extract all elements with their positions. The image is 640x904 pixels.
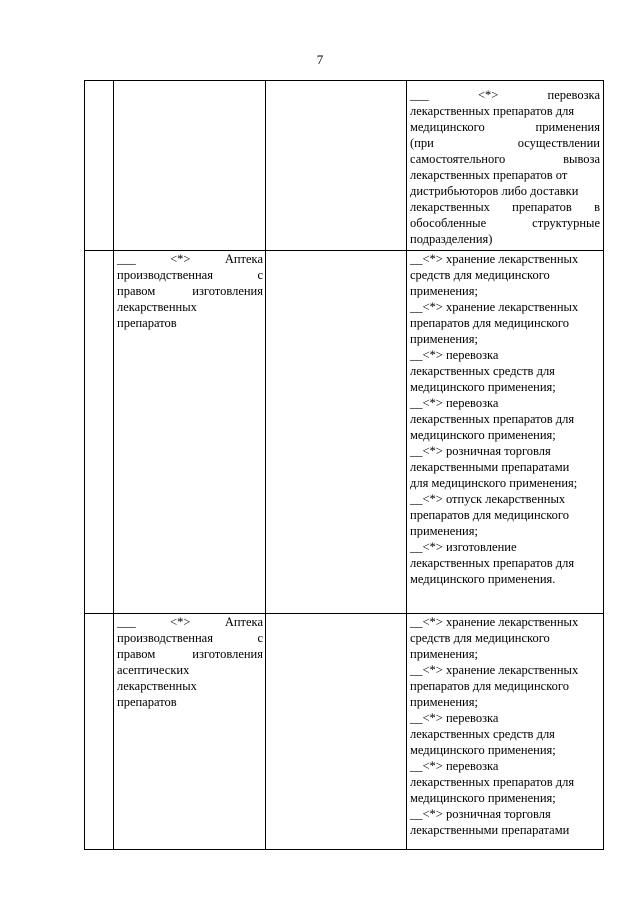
activity-line: дистрибьюторов либо доставки	[410, 184, 579, 198]
organization-type-line: препаратов	[117, 695, 177, 709]
activity-line: медицинского применения;	[410, 380, 556, 394]
activity-line: __<*> перевозка	[410, 348, 499, 362]
activity-line: лекарственных препаратов в	[410, 200, 600, 214]
activity-line: __<*> розничная торговля	[410, 444, 551, 458]
activity-line: лекарственных средств для	[410, 364, 555, 378]
activity-line: __<*> изготовление	[410, 540, 517, 554]
activities-cell	[407, 251, 604, 614]
activity-line: __<*> хранение лекарственных	[410, 252, 579, 266]
activity-line: медицинского применения	[410, 120, 600, 134]
activity-line: препаратов для медицинского	[410, 316, 569, 330]
activity-line: препаратов для медицинского	[410, 679, 569, 693]
activity-line: медицинского применения;	[410, 428, 556, 442]
table-row	[85, 614, 604, 850]
activity-line: __<*> хранение лекарственных	[410, 615, 579, 629]
activity-line: применения;	[410, 524, 478, 538]
activity-line: медицинского применения.	[410, 572, 556, 586]
activities-cell	[407, 614, 604, 850]
activity-line: лекарственных препаратов от	[410, 168, 568, 182]
organization-type-line: ___ <*> Аптека	[117, 252, 263, 266]
activity-line: __<*> отпуск лекарственных	[410, 492, 566, 506]
activity-line: (при осуществлении	[410, 136, 600, 150]
activity-line: __<*> хранение лекарственных	[410, 663, 579, 677]
activity-line: ___ <*> перевозка	[410, 88, 600, 102]
activity-line: медицинского применения;	[410, 743, 556, 757]
organization-type-line: правом изготовления	[117, 284, 263, 298]
table-row	[85, 81, 604, 251]
activity-line: лекарственными препаратами	[410, 460, 570, 474]
organization-type-line: асептических	[117, 663, 190, 677]
organization-type-line: правом изготовления	[117, 647, 263, 661]
activity-line: лекарственных препаратов для	[410, 412, 575, 426]
row-index-cell	[85, 251, 114, 614]
activity-line: __<*> хранение лекарственных	[410, 300, 579, 314]
organization-type-line: лекарственных	[117, 300, 197, 314]
document-table	[84, 80, 604, 850]
activity-line: лекарственных препаратов для	[410, 556, 575, 570]
activities-list	[410, 251, 600, 587]
table-row	[85, 251, 604, 614]
activity-line: лекарственными препаратами	[410, 823, 570, 837]
organization-type-cell	[114, 81, 266, 251]
organization-type-line: производственная с	[117, 268, 263, 282]
activity-line: лекарственных препаратов для	[410, 775, 575, 789]
page-number: 7	[316, 52, 324, 67]
column-3-cell	[266, 81, 407, 251]
row-index-cell	[85, 614, 114, 850]
activity-line: для медицинского применения;	[410, 476, 578, 490]
organization-type-cell	[114, 614, 266, 850]
activities-list	[410, 87, 600, 247]
activity-line: самостоятельного вывоза	[410, 152, 600, 166]
activity-line: __<*> перевозка	[410, 396, 499, 410]
activity-line: применения;	[410, 332, 478, 346]
activity-line: медицинского применения;	[410, 791, 556, 805]
activity-line: применения;	[410, 695, 478, 709]
organization-type-line: производственная с	[117, 631, 263, 645]
organization-type-line: препаратов	[117, 316, 177, 330]
activity-line: препаратов для медицинского	[410, 508, 569, 522]
column-3-cell	[266, 251, 407, 614]
activity-line: лекарственных препаратов для	[410, 104, 575, 118]
activity-line: средств для медицинского	[410, 268, 550, 282]
activity-line: средств для медицинского	[410, 631, 550, 645]
organization-type-line: лекарственных	[117, 679, 197, 693]
activity-line: применения;	[410, 647, 478, 661]
organization-type-cell	[114, 251, 266, 614]
activity-line: __<*> розничная торговля	[410, 807, 551, 821]
organization-type-text	[117, 614, 262, 710]
activities-list	[410, 614, 600, 838]
activities-cell	[407, 81, 604, 251]
column-3-cell	[266, 614, 407, 850]
organization-type-line: ___ <*> Аптека	[117, 615, 263, 629]
activity-line: лекарственных средств для	[410, 727, 555, 741]
organization-type-text	[117, 251, 262, 331]
activity-line: __<*> перевозка	[410, 711, 499, 725]
row-index-cell	[85, 81, 114, 251]
activity-line: __<*> перевозка	[410, 759, 499, 773]
activity-line: подразделения)	[410, 232, 493, 246]
activity-line: применения;	[410, 284, 478, 298]
activity-line: обособленные структурные	[410, 216, 600, 230]
